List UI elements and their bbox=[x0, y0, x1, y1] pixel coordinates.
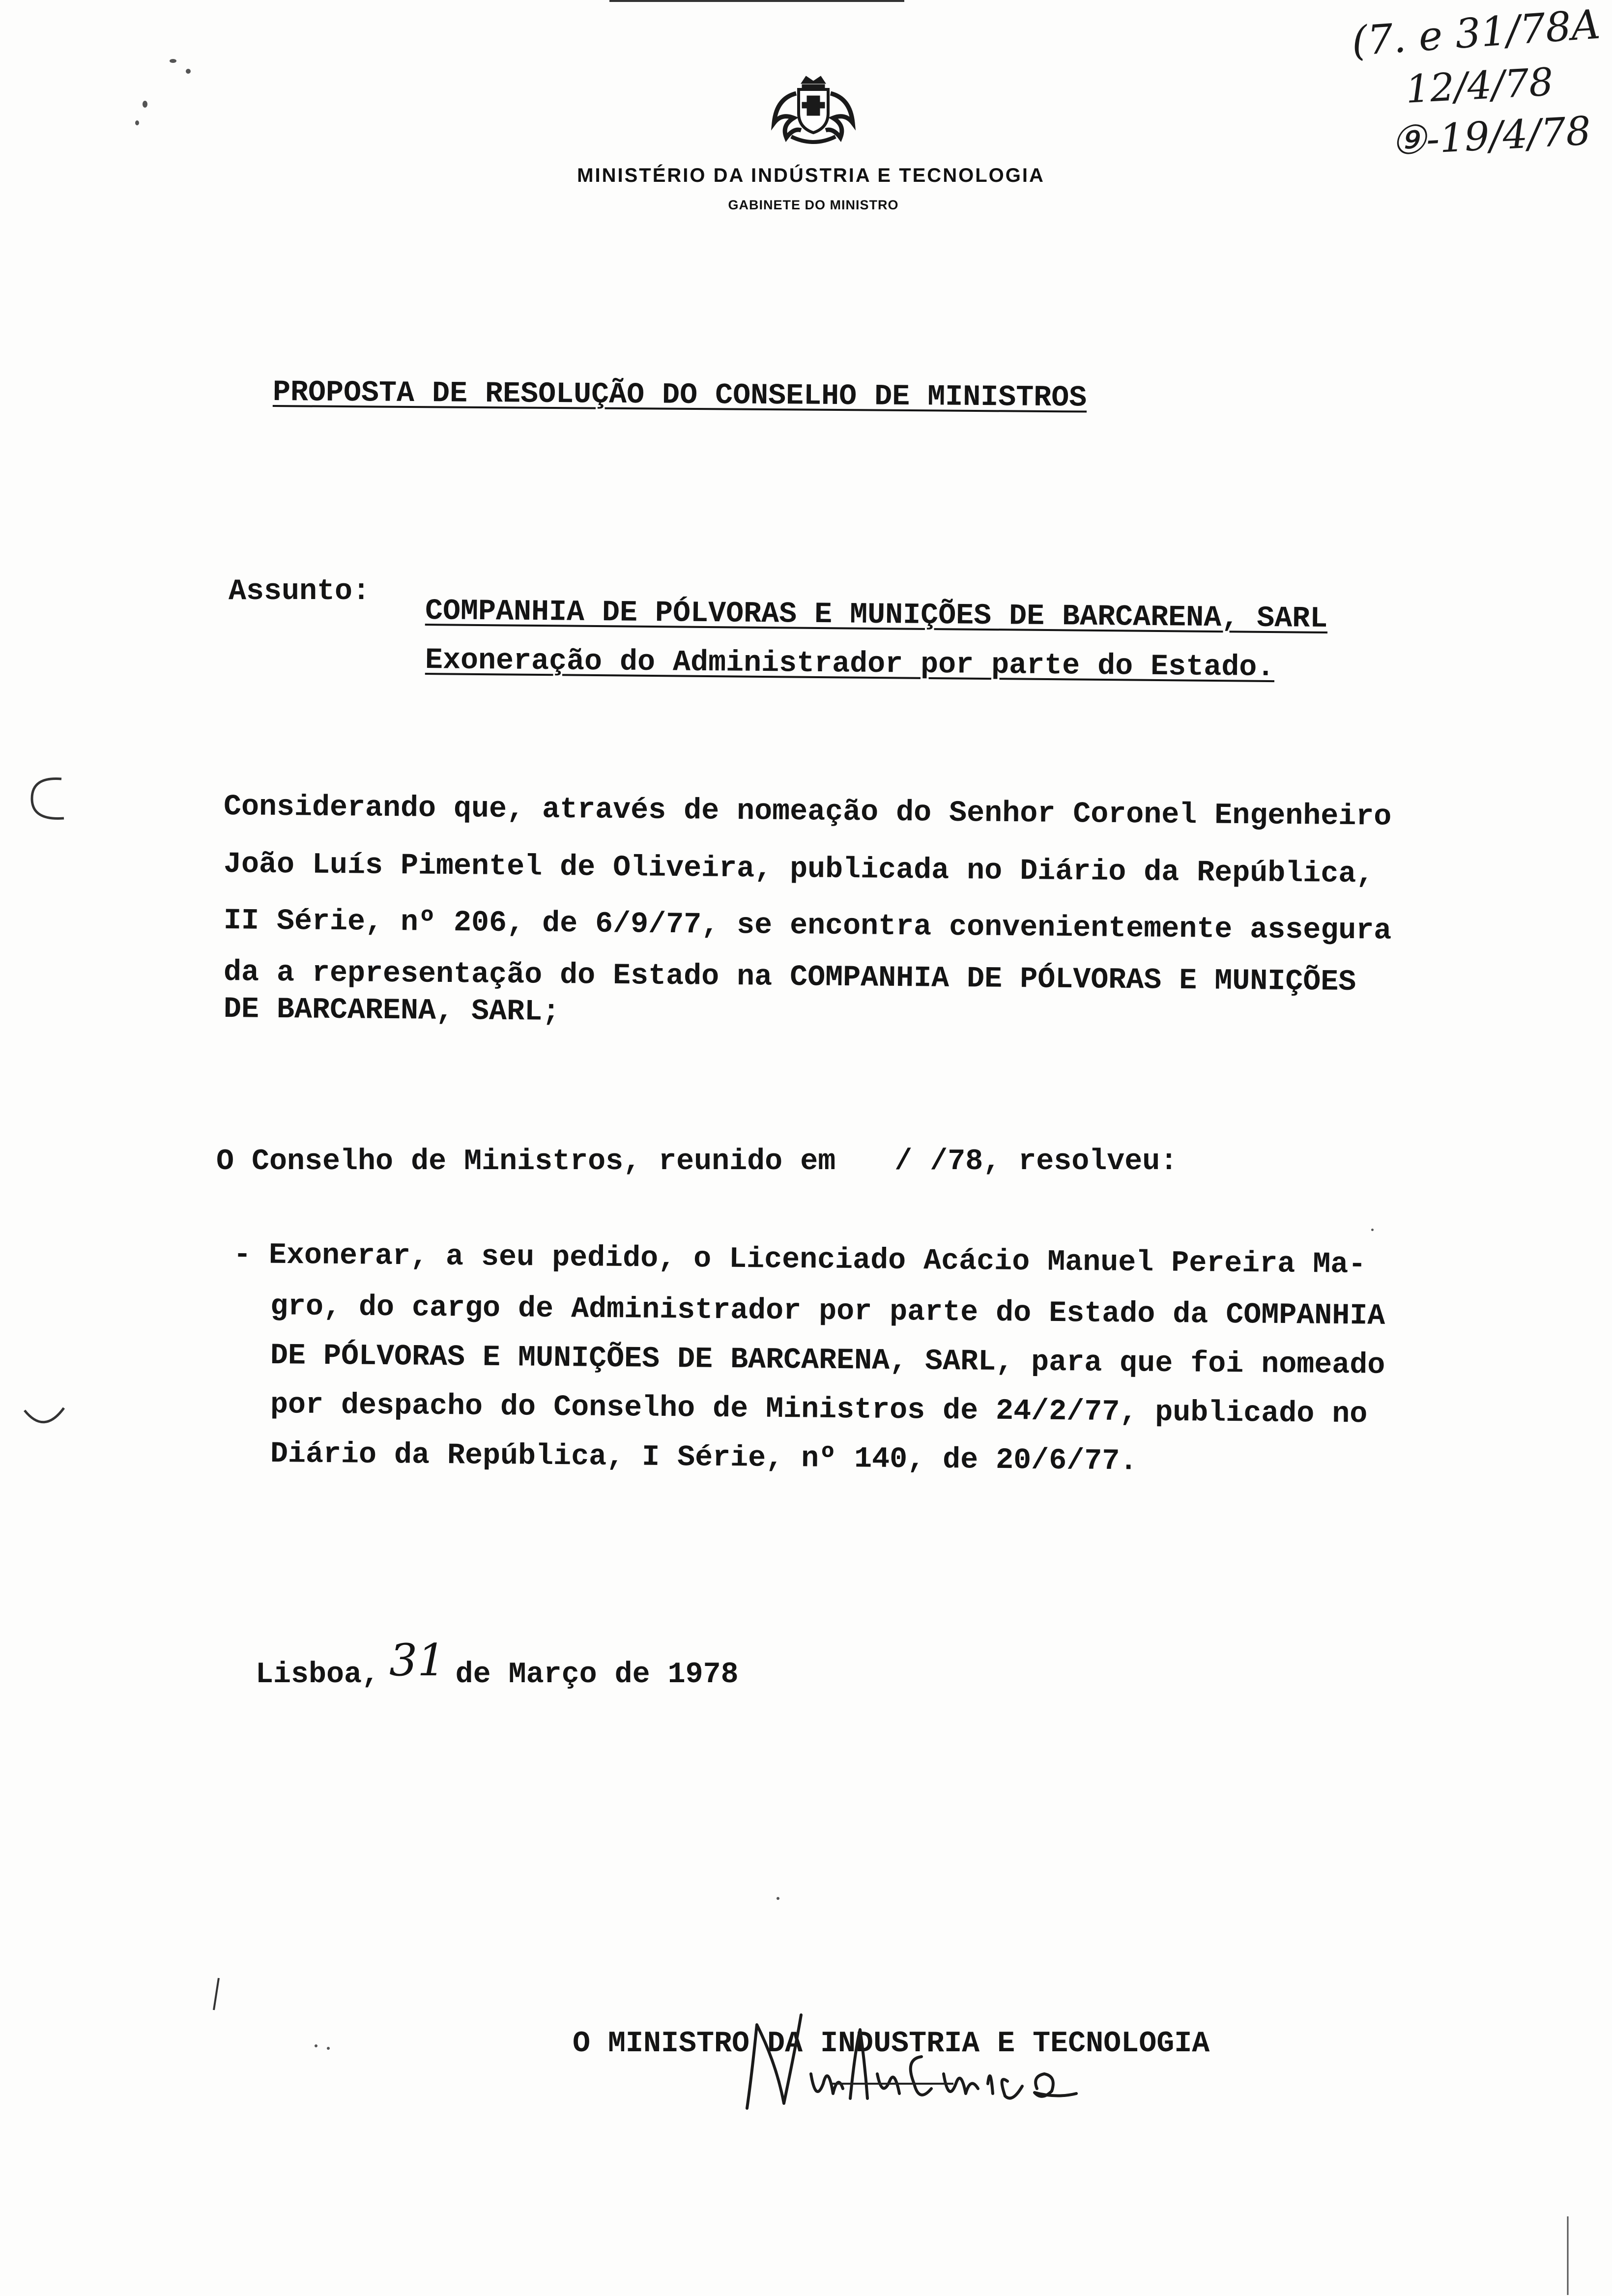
resolution-line: Diário da República, I Série, nº 140, de 20/6/77. bbox=[270, 1437, 1138, 1479]
paragraph-line: da a representação do Estado na COMPANHIA DE PÓLVORAS E MUNIÇÕES bbox=[223, 956, 1356, 1000]
paragraph-line: II Série, nº 206, de 6/9/77, se encontra convenientemente assegura bbox=[223, 904, 1392, 948]
margin-mark bbox=[209, 1976, 224, 2015]
resolution-date-blank: / /78, resolveu: bbox=[894, 1145, 1178, 1178]
handwritten-day: 31 bbox=[389, 1635, 446, 1686]
hole-punch-mark bbox=[25, 772, 69, 826]
coat-of-arms-icon bbox=[767, 74, 860, 147]
handwritten-signature bbox=[737, 1976, 1140, 2152]
ministry-name: MINISTÉRIO DA INDÚSTRIA E TECNOLOGIA bbox=[577, 165, 1045, 186]
resolution-intro-text: O Conselho de Ministros, reunido em bbox=[216, 1145, 836, 1178]
margin-mark bbox=[1563, 2216, 1573, 2295]
signature-underline bbox=[831, 2083, 953, 2085]
paragraph-line: DE BARCARENA, SARL; bbox=[223, 993, 560, 1029]
speck bbox=[777, 1897, 779, 1900]
subject-line: Exoneração do Administrador por parte do Estado. bbox=[425, 644, 1275, 685]
scan-edge-line bbox=[609, 0, 904, 2]
speck bbox=[170, 59, 176, 63]
resolution-intro bbox=[216, 1145, 1178, 1178]
handwritten-note: (7. e 31/78A bbox=[1350, 1, 1602, 65]
date-line bbox=[256, 1635, 739, 1693]
speck bbox=[186, 69, 191, 74]
signatory-title: O MINISTRO DA INDUSTRIA E TECNOLOGIA bbox=[573, 2027, 1210, 2061]
hole-punch-mark bbox=[20, 1401, 69, 1435]
handwritten-note: 12/4/78 bbox=[1404, 60, 1554, 112]
paragraph-line: João Luís Pimentel de Oliveira, publicada no Diário da República, bbox=[223, 848, 1374, 891]
place: Lisboa, bbox=[256, 1658, 380, 1692]
subject-line: COMPANHIA DE PÓLVORAS E MUNIÇÕES DE BARCARENA, SARL bbox=[425, 595, 1328, 636]
resolution-line: gro, do cargo de Administrador por parte do Estado da COMPANHIA bbox=[270, 1290, 1385, 1333]
speck bbox=[327, 2047, 330, 2050]
resolution-line: DE PÓLVORAS E MUNIÇÕES DE BARCARENA, SARL, para que foi nomeado bbox=[270, 1339, 1385, 1382]
handwritten-note: ⑨-19/4/78 bbox=[1389, 108, 1592, 164]
date-rest: de Março de 1978 bbox=[455, 1658, 739, 1692]
speck bbox=[135, 120, 139, 125]
speck bbox=[143, 101, 147, 108]
office-name: GABINETE DO MINISTRO bbox=[728, 198, 899, 212]
resolution-line: - Exonerar, a seu pedido, o Licenciado Acácio Manuel Pereira Ma- bbox=[233, 1238, 1366, 1282]
speck bbox=[315, 2044, 317, 2047]
paragraph-line: Considerando que, através de nomeação do Senhor Coronel Engenheiro bbox=[223, 790, 1392, 834]
speck bbox=[1371, 1229, 1374, 1231]
resolution-line: por despacho do Conselho de Ministros de 24/2/77, publicado no bbox=[270, 1388, 1368, 1432]
subject-label: Assunto: bbox=[229, 575, 371, 608]
document-title: PROPOSTA DE RESOLUÇÃO DO CONSELHO DE MINISTROS bbox=[272, 376, 1087, 415]
